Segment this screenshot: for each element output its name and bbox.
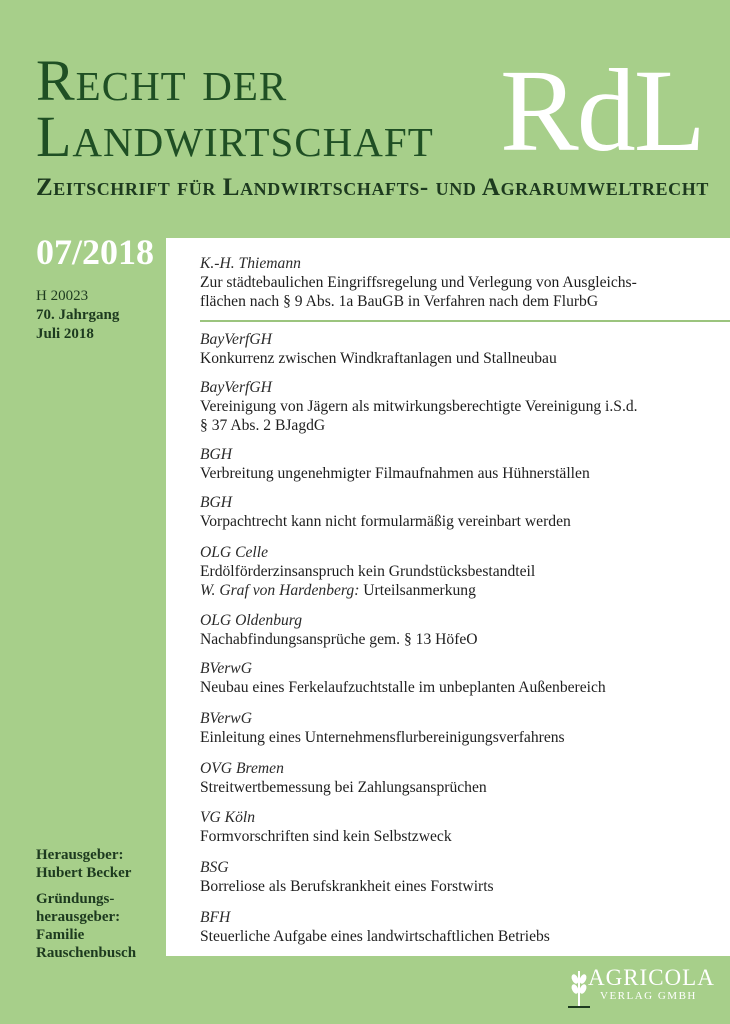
entry-court: BayVerfGH [200, 379, 272, 396]
editors-block [36, 846, 136, 962]
editors-label: Herausgeber: [36, 847, 124, 863]
entry-author: K.-H. Thiemann [200, 255, 301, 272]
contents-entry [200, 858, 718, 896]
issue-number: 07/2018 [36, 232, 155, 272]
entry-title-line: Vorpachtrecht kann nicht formularmäßig vereinbart werden [200, 513, 571, 530]
journal-logo: RdL [500, 45, 704, 176]
entry-court: OLG Celle [200, 544, 269, 561]
entry-title-line: Formvorschriften sind kein Selbstzweck [200, 828, 452, 845]
contents-entry [200, 445, 718, 483]
contents-divider [200, 320, 730, 322]
contents-entry [200, 543, 718, 600]
contents-entry [200, 611, 718, 649]
entry-title-line: Verbreitung ungenehmigter Filmaufnahmen aus Hühnerställen [200, 465, 590, 482]
entry-title-line: § 37 Abs. 2 BJagdG [200, 417, 326, 434]
journal-subtitle: Zeitschrift für Landwirtschafts- und Agrarumweltrecht [36, 174, 709, 201]
entry-title-line: Neubau eines Ferkelaufzuchtstalle im unbeplanten Außenbereich [200, 679, 606, 696]
entry-court: BGH [200, 494, 233, 511]
entry-title-line: Einleitung eines Unternehmensflurbereinigungsverfahrens [200, 729, 565, 746]
contents-entry [200, 759, 718, 797]
journal-title-line-2: Landwirtschaft [36, 104, 434, 169]
issue-code: H 20023 [36, 288, 89, 304]
founders-name-1: Familie [36, 927, 85, 943]
editors-name: Hubert Becker [36, 865, 132, 881]
entry-court: OLG Oldenburg [200, 612, 303, 629]
contents-panel [166, 238, 730, 956]
contents-entry [200, 709, 718, 747]
issue-volume: 70. Jahrgang [36, 307, 120, 323]
entry-title-line: Steuerliche Aufgabe eines landwirtschaftlichen Betriebs [200, 928, 550, 945]
issue-date: Juli 2018 [36, 326, 94, 342]
entry-court: BVerwG [200, 660, 252, 677]
contents-entry [200, 493, 718, 531]
entry-court: BFH [200, 909, 231, 926]
entry-title-line: Vereinigung von Jägern als mitwirkungsberechtigte Vereinigung i.S.d. [200, 398, 638, 415]
entry-title-line: Nachabfindungsansprüche gem. § 13 HöfeO [200, 631, 478, 648]
contents-entry [200, 330, 718, 368]
issue-meta [36, 287, 119, 344]
contents-entry [200, 659, 718, 697]
contents-entry [200, 378, 718, 435]
note-author: W. Graf von Hardenberg: [200, 582, 360, 599]
founders-label-1: Gründungs- [36, 891, 115, 907]
publisher-logo [566, 965, 715, 1009]
entry-court: OVG Bremen [200, 760, 284, 777]
publisher-sub: VERLAG GMBH [600, 990, 697, 1002]
journal-title-line-1: Recht der [36, 48, 288, 113]
entry-court: BSG [200, 859, 229, 876]
contents-entry [200, 908, 718, 946]
founders-label-2: herausgeber: [36, 909, 121, 925]
entry-court: BGH [200, 446, 233, 463]
entry-court: BayVerfGH [200, 331, 272, 348]
entry-note [200, 581, 718, 600]
entry-court: BVerwG [200, 710, 252, 727]
entry-title-line: flächen nach § 9 Abs. 1a BauGB in Verfahren nach dem FlurbG [200, 293, 599, 310]
publisher-name: AGRICOLA [588, 965, 715, 990]
entry-title-line: Streitwertbemessung bei Zahlungsansprüchen [200, 779, 487, 796]
entry-title-line: Zur städtebaulichen Eingriffsregelung und Verlegung von Ausgleichs- [200, 274, 637, 291]
entry-court: VG Köln [200, 809, 256, 826]
contents-entry [200, 808, 718, 846]
entry-title-line: Erdölförderzinsanspruch kein Grundstücksbestandteil [200, 563, 536, 580]
entry-title-line: Borreliose als Berufskrankheit eines Forstwirts [200, 878, 494, 895]
entry-title-line: Konkurrenz zwischen Windkraftanlagen und Stallneubau [200, 350, 557, 367]
founders-name-2: Rauschenbusch [36, 945, 137, 961]
note-text: Urteilsanmerkung [359, 582, 476, 599]
contents-entry [200, 254, 718, 311]
